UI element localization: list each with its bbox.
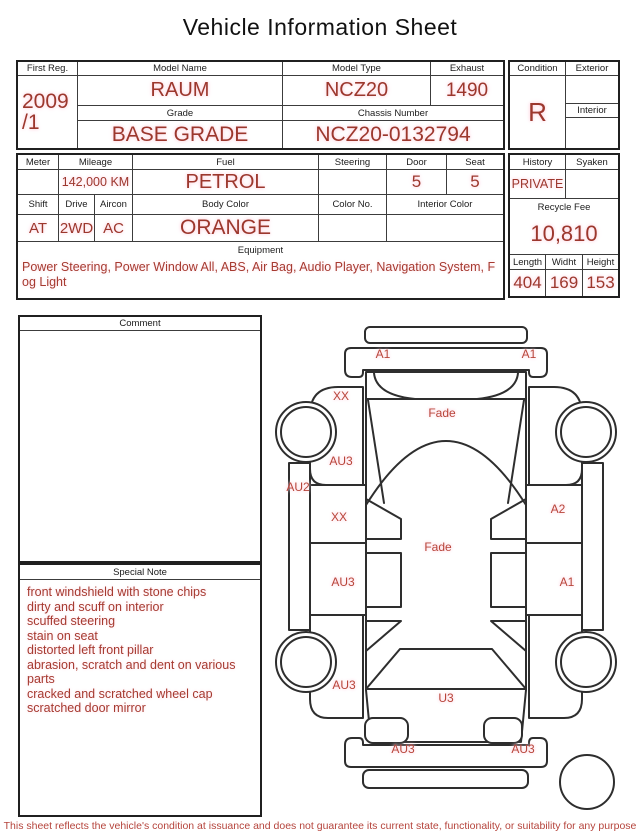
damage-label-fade-8: Fade — [424, 540, 452, 554]
special-note-box — [18, 563, 262, 817]
length-value: 404 — [510, 270, 546, 296]
special-note-list — [20, 580, 260, 721]
damage-label-au3-11: AU3 — [332, 678, 356, 692]
condition-box — [508, 60, 620, 150]
damage-label-au3-4: AU3 — [329, 454, 353, 468]
first-reg-value — [18, 76, 78, 148]
exhaust-value: 1490 — [431, 76, 503, 106]
model-type-header: Model Type — [283, 62, 431, 76]
special-note-line: distorted left front pillar — [27, 643, 154, 657]
interior-color-value — [387, 215, 503, 242]
comment-header: Comment — [20, 317, 260, 331]
damage-label-au3-9: AU3 — [331, 575, 355, 589]
dimensions-grid — [510, 255, 618, 296]
steering-header: Steering — [319, 155, 387, 170]
special-note-header: Special Note — [20, 565, 260, 580]
meter-value — [18, 170, 59, 195]
car-body-outline — [366, 372, 526, 742]
condition-header: Condition — [510, 62, 566, 76]
syaken-value — [566, 170, 618, 199]
damage-label-au2-5: AU2 — [286, 480, 310, 494]
history-box — [508, 153, 620, 298]
first-reg-year: 2009 — [22, 90, 69, 113]
damage-label-xx-6: XX — [330, 510, 348, 524]
model-name-header: Model Name — [78, 62, 283, 76]
drive-header: Drive — [59, 195, 95, 215]
damage-label-au3-13: AU3 — [391, 742, 415, 756]
special-note-line: dirty and scuff on interior — [27, 599, 164, 614]
details-table — [16, 153, 505, 300]
mileage-header: Mileage — [59, 155, 133, 170]
first-reg-month: /1 — [22, 111, 40, 134]
vehicle-table — [16, 60, 505, 150]
equipment-header: Equipment — [237, 244, 284, 256]
model-name-value: RAUM — [78, 76, 283, 106]
fuel-value: PETROL — [133, 170, 319, 195]
wheel-front-left — [276, 402, 336, 462]
interior-header: Interior — [566, 104, 618, 118]
aircon-value: AC — [95, 215, 133, 242]
damage-label-u3-12: U3 — [438, 691, 454, 705]
aircon-header: Aircon — [95, 195, 133, 215]
equipment-value: Power Steering, Power Window All, ABS, Air Bag, Audio Player, Navigation System, Fog Light — [22, 260, 496, 289]
length-header: Length — [510, 255, 546, 270]
steering-value — [319, 170, 387, 195]
seat-header: Seat — [447, 155, 503, 170]
exterior-value — [566, 76, 618, 104]
syaken-header: Syaken — [566, 155, 618, 170]
grade-header: Grade — [78, 106, 283, 121]
width-header: Widht — [546, 255, 583, 270]
interior-value — [566, 118, 618, 148]
door-header: Door — [387, 155, 447, 170]
tail-light-right — [484, 718, 522, 743]
comment-box — [18, 315, 262, 563]
shift-header: Shift — [18, 195, 59, 215]
comment-text — [20, 331, 260, 341]
grade-value: BASE GRADE — [78, 121, 283, 148]
first-reg-header: First Reg. — [18, 62, 78, 76]
damage-label-au3-14: AU3 — [511, 742, 535, 756]
spare-wheel — [560, 755, 614, 809]
interior-color-header: Interior Color — [387, 195, 503, 215]
rear-bottom-strip — [363, 770, 528, 788]
wheel-rear-right — [556, 632, 616, 692]
drive-value: 2WD — [59, 215, 95, 242]
height-header: Height — [583, 255, 618, 270]
special-note-line: stain on seat — [27, 628, 98, 643]
body-color-header: Body Color — [133, 195, 319, 215]
car-diagram — [270, 315, 640, 820]
recycle-fee-value: 10,810 — [530, 220, 598, 246]
recycle-fee-block — [510, 199, 618, 255]
door-value: 5 — [387, 170, 447, 195]
condition-value: R — [510, 76, 566, 148]
shift-value: AT — [18, 215, 59, 242]
special-note-line: abrasion, scratch and dent on various parts — [27, 657, 236, 686]
front-top-strip — [365, 327, 527, 343]
exhaust-header: Exhaust — [431, 62, 503, 76]
history-value: PRIVATE — [510, 170, 566, 199]
seat-value: 5 — [447, 170, 503, 195]
chassis-number-value: NCZ20-0132794 — [315, 122, 471, 146]
recycle-fee-header: Recycle Fee — [537, 202, 591, 213]
history-header: History — [510, 155, 566, 170]
fuel-header: Fuel — [133, 155, 319, 170]
wheel-rear-left — [276, 632, 336, 692]
damage-label-a1-0: A1 — [375, 347, 391, 361]
chassis-number-header: Chassis Number — [283, 106, 503, 121]
car-diagram-svg — [270, 315, 640, 820]
wheel-front-right — [556, 402, 616, 462]
damage-label-a1-10: A1 — [559, 575, 575, 589]
right-sill — [582, 463, 603, 630]
damage-label-a1-1: A1 — [521, 347, 537, 361]
special-note-line: cracked and scratched wheel cap — [27, 686, 213, 701]
special-note-line: scuffed steering — [27, 614, 116, 628]
color-no-header: Color No. — [319, 195, 387, 215]
tail-light-left — [365, 718, 408, 743]
exterior-header: Exterior — [566, 62, 618, 76]
body-color-value: ORANGE — [133, 215, 319, 242]
color-no-value — [319, 215, 387, 242]
mileage-value: 142,000 KM — [59, 170, 133, 195]
width-value: 169 — [546, 270, 583, 296]
damage-label-fade-3: Fade — [428, 406, 456, 420]
special-note-line: scratched door mirror — [27, 701, 146, 715]
model-type-value: NCZ20 — [283, 76, 431, 106]
footer-disclaimer: This sheet reflects the vehicle's condition at issuance and does not guarantee its current state, functionality, or suitability for any purpose — [3, 820, 637, 832]
page-title: Vehicle Information Sheet — [182, 14, 458, 40]
special-note-line: front windshield with stone chips — [27, 585, 207, 599]
meter-header: Meter — [18, 155, 59, 170]
damage-label-a2-7: A2 — [550, 502, 566, 516]
damage-label-xx-2: XX — [332, 389, 350, 403]
height-value: 153 — [586, 273, 615, 292]
